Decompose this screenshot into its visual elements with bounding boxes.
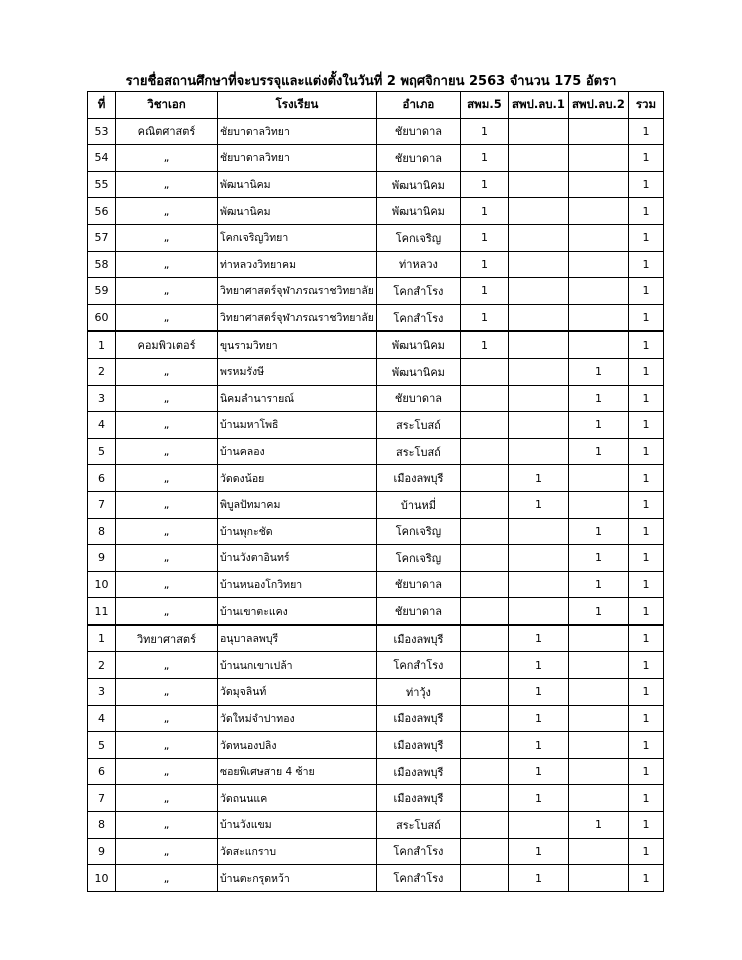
school-cell: โคกเจริญวิทยา [218,224,377,251]
district-cell: พัฒนานิคม [376,358,460,385]
major-cell: „ [116,491,218,518]
header-total: รวม [628,92,663,119]
major-cell: „ [116,652,218,679]
row-number: 5 [88,732,116,759]
sppl2-cell [568,118,628,145]
table-row [88,438,664,465]
table-row [88,171,664,198]
row-number: 9 [88,838,116,865]
total-cell: 1 [628,331,663,358]
school-cell: บ้านตะกรุดหว้า [218,865,377,892]
sppl1-cell [508,171,568,198]
sppl2-cell: 1 [568,412,628,439]
school-cell: บ้านวังแขม [218,812,377,839]
school-cell: ชัยบาดาลวิทยา [218,118,377,145]
school-cell: บ้านหนองโกวิทยา [218,571,377,598]
document-title: รายชื่อสถานศึกษาที่จะบรรจุและแต่งตั้งในวันที่ 2 พฤศจิกายน 2563 จำนวน 175 อัตรา [125,74,617,89]
district-cell: สระโบสถ์ [376,438,460,465]
district-cell: โคกเจริญ [376,224,460,251]
table-row [88,385,664,412]
total-cell: 1 [628,545,663,572]
total-cell: 1 [628,118,663,145]
row-number: 6 [88,758,116,785]
major-cell: „ [116,438,218,465]
sppl1-cell [508,518,568,545]
major-cell: „ [116,812,218,839]
total-cell: 1 [628,278,663,305]
sppl2-cell [568,171,628,198]
sppl1-cell [508,304,568,331]
sppl1-cell [508,198,568,225]
school-cell: พิบูลปัทมาคม [218,491,377,518]
total-cell: 1 [628,652,663,679]
school-cell: วัดใหม่จำปาทอง [218,705,377,732]
sppl1-cell: 1 [508,838,568,865]
district-cell: เมืองลพบุรี [376,465,460,492]
table-row [88,145,664,172]
sppl1-cell [508,545,568,572]
major-cell: „ [116,838,218,865]
total-cell: 1 [628,491,663,518]
major-cell: „ [116,358,218,385]
district-cell: เมืองลพบุรี [376,732,460,759]
school-cell: ท่าหลวงวิทยาคม [218,251,377,278]
major-cell: „ [116,198,218,225]
sppl1-cell: 1 [508,865,568,892]
row-number: 60 [88,304,116,331]
total-cell: 1 [628,251,663,278]
row-number: 1 [88,331,116,358]
total-cell: 1 [628,838,663,865]
major-cell: คอมพิวเตอร์ [116,331,218,358]
district-cell: บ้านหมี่ [376,491,460,518]
school-cell: วัดมุจลินท์ [218,679,377,706]
sppl1-cell [508,598,568,625]
school-cell: วิทยาศาสตร์จุฬาภรณราชวิทยาลัย [218,278,377,305]
school-cell: พัฒนานิคม [218,171,377,198]
spm5-cell [460,785,508,812]
district-cell: โคกสำโรง [376,838,460,865]
table-row [88,412,664,439]
sppl1-cell: 1 [508,625,568,652]
header-school: โรงเรียน [218,92,377,119]
row-number: 4 [88,412,116,439]
row-number: 10 [88,865,116,892]
table-row [88,518,664,545]
sppl1-cell: 1 [508,785,568,812]
total-cell: 1 [628,358,663,385]
major-cell: „ [116,679,218,706]
major-cell: „ [116,304,218,331]
row-number: 7 [88,491,116,518]
school-cell: ขุนรามวิทยา [218,331,377,358]
sppl1-cell [508,331,568,358]
row-number: 54 [88,145,116,172]
sppl1-cell [508,251,568,278]
sppl2-cell: 1 [568,385,628,412]
table-row [88,118,664,145]
total-cell: 1 [628,571,663,598]
header-no: ที่ [88,92,116,119]
row-number: 59 [88,278,116,305]
district-cell: ชัยบาดาล [376,571,460,598]
header-spm5: สพม.5 [460,92,508,119]
total-cell: 1 [628,438,663,465]
row-number: 58 [88,251,116,278]
sppl2-cell [568,652,628,679]
table-row [88,812,664,839]
table-row [88,278,664,305]
sppl2-cell: 1 [568,438,628,465]
school-cell: ซอยพิเศษสาย 4 ซ้าย [218,758,377,785]
row-number: 4 [88,705,116,732]
table-row [88,838,664,865]
major-cell: „ [116,865,218,892]
major-cell: „ [116,385,218,412]
spm5-cell: 1 [460,331,508,358]
row-number: 3 [88,679,116,706]
row-number: 5 [88,438,116,465]
sppl2-cell: 1 [568,571,628,598]
sppl1-cell [508,571,568,598]
spm5-cell [460,491,508,518]
total-cell: 1 [628,198,663,225]
total-cell: 1 [628,224,663,251]
district-cell: ชัยบาดาล [376,118,460,145]
table-row [88,785,664,812]
sppl1-cell [508,118,568,145]
header-sppl1: สพป.ลบ.1 [508,92,568,119]
table-row [88,224,664,251]
spm5-cell [460,545,508,572]
spm5-cell [460,412,508,439]
district-cell: เมืองลพบุรี [376,785,460,812]
spm5-cell: 1 [460,198,508,225]
table-row [88,491,664,518]
spm5-cell: 1 [460,224,508,251]
major-cell: „ [116,251,218,278]
sppl1-cell: 1 [508,758,568,785]
total-cell: 1 [628,412,663,439]
spm5-cell: 1 [460,278,508,305]
district-cell: ชัยบาดาล [376,598,460,625]
table-row [88,331,664,358]
district-cell: โคกสำโรง [376,304,460,331]
major-cell: „ [116,732,218,759]
school-cell: วัดดงน้อย [218,465,377,492]
table-row [88,625,664,652]
spm5-cell [460,358,508,385]
district-cell: เมืองลพบุรี [376,625,460,652]
row-number: 53 [88,118,116,145]
table-row [88,598,664,625]
row-number: 10 [88,571,116,598]
district-cell: เมืองลพบุรี [376,758,460,785]
district-cell: โคกสำโรง [376,652,460,679]
row-number: 57 [88,224,116,251]
spm5-cell [460,438,508,465]
district-cell: โคกเจริญ [376,545,460,572]
sppl2-cell [568,838,628,865]
table-row [88,358,664,385]
district-cell: สระโบสถ์ [376,412,460,439]
sppl1-cell: 1 [508,465,568,492]
table-row [88,251,664,278]
total-cell: 1 [628,145,663,172]
district-cell: ท่าหลวง [376,251,460,278]
header-row [88,92,664,119]
table-row [88,198,664,225]
spm5-cell [460,812,508,839]
district-cell: โคกเจริญ [376,518,460,545]
sppl1-cell [508,224,568,251]
sppl2-cell [568,224,628,251]
school-table [87,91,664,892]
major-cell: „ [116,758,218,785]
total-cell: 1 [628,758,663,785]
school-cell: บ้านมหาโพธิ [218,412,377,439]
school-cell: วัดถนนแค [218,785,377,812]
sppl1-cell: 1 [508,679,568,706]
total-cell: 1 [628,518,663,545]
school-cell: วัดหนองปลิง [218,732,377,759]
spm5-cell [460,732,508,759]
row-number: 55 [88,171,116,198]
spm5-cell [460,865,508,892]
spm5-cell [460,679,508,706]
spm5-cell [460,571,508,598]
school-cell: บ้านเขาตะแคง [218,598,377,625]
district-cell: ท่าวุ้ง [376,679,460,706]
total-cell: 1 [628,385,663,412]
total-cell: 1 [628,705,663,732]
district-cell: พัฒนานิคม [376,171,460,198]
major-cell: „ [116,412,218,439]
sppl2-cell: 1 [568,812,628,839]
table-row [88,545,664,572]
spm5-cell: 1 [460,118,508,145]
sppl2-cell [568,758,628,785]
major-cell: คณิตศาสตร์ [116,118,218,145]
row-number: 8 [88,812,116,839]
row-number: 1 [88,625,116,652]
sppl2-cell: 1 [568,518,628,545]
school-cell: พัฒนานิคม [218,198,377,225]
table-row [88,679,664,706]
sppl1-cell [508,358,568,385]
table-row [88,732,664,759]
school-cell: อนุบาลลพบุรี [218,625,377,652]
total-cell: 1 [628,304,663,331]
sppl2-cell [568,304,628,331]
row-number: 2 [88,358,116,385]
school-cell: วัดสะแกราบ [218,838,377,865]
total-cell: 1 [628,812,663,839]
sppl1-cell [508,438,568,465]
sppl2-cell [568,679,628,706]
spm5-cell: 1 [460,171,508,198]
total-cell: 1 [628,865,663,892]
spm5-cell [460,758,508,785]
school-cell: พรหมรังษี [218,358,377,385]
row-number: 9 [88,545,116,572]
table-row [88,465,664,492]
table-row [88,571,664,598]
spm5-cell [460,838,508,865]
district-cell: ชัยบาดาล [376,385,460,412]
table-row [88,304,664,331]
district-cell: ชัยบาดาล [376,145,460,172]
spm5-cell [460,598,508,625]
header-major: วิชาเอก [116,92,218,119]
sppl2-cell [568,198,628,225]
sppl1-cell [508,145,568,172]
total-cell: 1 [628,625,663,652]
school-cell: บ้านพุกะชัด [218,518,377,545]
sppl2-cell: 1 [568,598,628,625]
total-cell: 1 [628,679,663,706]
spm5-cell: 1 [460,304,508,331]
sppl1-cell [508,412,568,439]
total-cell: 1 [628,732,663,759]
school-cell: ชัยบาดาลวิทยา [218,145,377,172]
total-cell: 1 [628,598,663,625]
sppl2-cell [568,785,628,812]
school-cell: บ้านนกเขาเปล้า [218,652,377,679]
spm5-cell [460,518,508,545]
major-cell: „ [116,224,218,251]
sppl2-cell [568,625,628,652]
major-cell: „ [116,571,218,598]
school-cell: วิทยาศาสตร์จุฬาภรณราชวิทยาลัย [218,304,377,331]
row-number: 6 [88,465,116,492]
major-cell: „ [116,171,218,198]
table-row [88,652,664,679]
sppl2-cell [568,278,628,305]
spm5-cell [460,652,508,679]
spm5-cell [460,705,508,732]
district-cell: พัฒนานิคม [376,331,460,358]
sppl2-cell: 1 [568,545,628,572]
major-cell: „ [116,278,218,305]
district-cell: เมืองลพบุรี [376,705,460,732]
sppl2-cell: 1 [568,358,628,385]
sppl2-cell [568,732,628,759]
sppl2-cell [568,145,628,172]
major-cell: „ [116,545,218,572]
sppl1-cell: 1 [508,652,568,679]
sppl2-cell [568,465,628,492]
sppl2-cell [568,331,628,358]
sppl1-cell [508,278,568,305]
spm5-cell: 1 [460,145,508,172]
sppl1-cell: 1 [508,705,568,732]
major-cell: „ [116,785,218,812]
row-number: 7 [88,785,116,812]
total-cell: 1 [628,171,663,198]
row-number: 11 [88,598,116,625]
school-cell: บ้านวังตาอินทร์ [218,545,377,572]
sppl1-cell: 1 [508,491,568,518]
header-sppl2: สพป.ลบ.2 [568,92,628,119]
spm5-cell [460,625,508,652]
header-district: อำเภอ [376,92,460,119]
major-cell: „ [116,598,218,625]
spm5-cell: 1 [460,251,508,278]
row-number: 56 [88,198,116,225]
district-cell: โคกสำโรง [376,278,460,305]
school-cell: นิคมลำนารายณ์ [218,385,377,412]
major-cell: „ [116,518,218,545]
table-row [88,705,664,732]
district-cell: โคกสำโรง [376,865,460,892]
table-row [88,758,664,785]
sppl2-cell [568,865,628,892]
school-cell: บ้านคลอง [218,438,377,465]
sppl2-cell [568,251,628,278]
sppl2-cell [568,491,628,518]
major-cell: „ [116,145,218,172]
spm5-cell [460,385,508,412]
row-number: 3 [88,385,116,412]
row-number: 2 [88,652,116,679]
sppl2-cell [568,705,628,732]
spm5-cell [460,465,508,492]
major-cell: „ [116,705,218,732]
sppl1-cell: 1 [508,732,568,759]
district-cell: สระโบสถ์ [376,812,460,839]
row-number: 8 [88,518,116,545]
total-cell: 1 [628,785,663,812]
total-cell: 1 [628,465,663,492]
sppl1-cell [508,385,568,412]
table-row [88,865,664,892]
district-cell: พัฒนานิคม [376,198,460,225]
major-cell: วิทยาศาสตร์ [116,625,218,652]
sppl1-cell [508,812,568,839]
major-cell: „ [116,465,218,492]
